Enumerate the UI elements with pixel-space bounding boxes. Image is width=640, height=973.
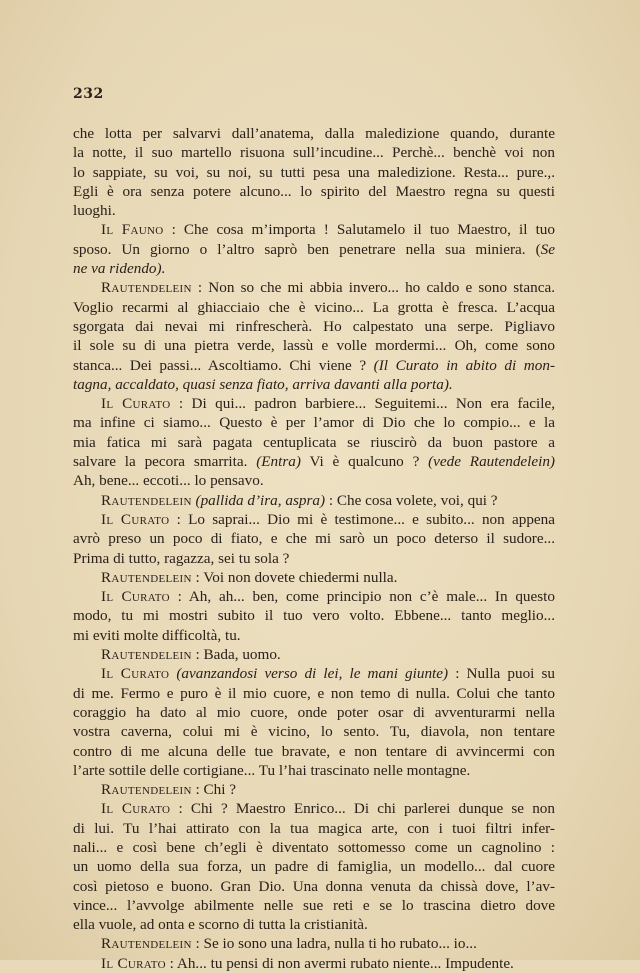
- text-segment: nali... e così bene ch’egli è diventato sottomesso come un cagnolino :: [73, 838, 555, 856]
- text-line: [73, 375, 555, 394]
- stage-direction: ne va ridendo).: [73, 260, 166, 278]
- text-segment: lo sappiate, su voi, su noi, su tutti pesa una maledizione. Resta... pure.,.: [73, 163, 555, 181]
- speaker-name: Rautendelein: [101, 935, 192, 953]
- speaker-name: Rautendelein: [101, 491, 192, 509]
- text-line: [73, 684, 555, 703]
- text-segment: coraggio ha dato al mio cuore, onde poter osar di avventurarmi nella: [73, 703, 555, 721]
- paragraph: [73, 394, 555, 490]
- speaker-name: Il Curato: [101, 395, 171, 413]
- text-segment: : Bada, uomo.: [191, 646, 281, 664]
- text-line: [73, 240, 555, 259]
- paragraph: [73, 664, 555, 780]
- text-segment: di lui. Tu l’hai attirato con la tua magica arte, con i tuoi filtri infer-: [73, 819, 555, 837]
- paragraph: [73, 510, 555, 568]
- text-segment: : Nulla puoi su: [448, 665, 556, 683]
- stage-direction: Se: [540, 240, 555, 258]
- text-line: [73, 780, 555, 799]
- stage-direction: (Il Curato in abito di mon-: [373, 356, 555, 374]
- text-line: [73, 413, 555, 432]
- paragraph: [73, 220, 555, 278]
- text-segment: : Lo saprai... Dio mi è testimone... e subito... non appena: [169, 510, 555, 528]
- text-segment: luoghi.: [73, 202, 116, 220]
- text-segment: di me. Fermo e puro è il mio cuore, e non temo di nulla. Colui che tanto: [73, 684, 555, 702]
- text-line: [73, 278, 555, 297]
- text-line: [73, 259, 555, 278]
- paragraph: [73, 780, 555, 799]
- paragraph: [73, 645, 555, 664]
- paragraph: [73, 278, 555, 394]
- text-segment: sposo. Un giorno o l’altro saprò ben penetrare nella sua miniera. (: [73, 240, 541, 258]
- text-line: [73, 394, 555, 413]
- text-line: [73, 317, 555, 336]
- speaker-name: Il Curato: [101, 510, 170, 528]
- speaker-name: Il Curato: [101, 588, 170, 606]
- speaker-name: Rautendelein: [101, 279, 192, 297]
- text-segment: contro di me alcuna delle tue bravate, e non tentare di avvincermi con: [73, 742, 555, 760]
- text-segment: sgorgata dai nevai mi rinfrescherà. Ho calpestato una serpe. Pigliavo: [73, 317, 555, 335]
- paragraph: [73, 934, 555, 953]
- text-line: [73, 336, 555, 355]
- text-line: [73, 529, 555, 548]
- body-text: [73, 124, 555, 973]
- text-segment: mi eviti molte difficoltà, tu.: [73, 626, 241, 644]
- text-segment: : Chi ? Maestro Enrico... Di chi parlerei dunque se non: [170, 800, 555, 818]
- text-segment: Ah, bene... eccoti... lo pensavo.: [73, 472, 264, 490]
- stage-direction: (pallida d’ira, aspra): [195, 491, 326, 509]
- stage-direction: tagna, accaldato, quasi senza fiato, arriva davanti alla porta).: [73, 375, 453, 393]
- text-line: [73, 722, 555, 741]
- text-segment: avrò preso un poco di fiato, e che mi sarò un poco deterso il sudore...: [73, 530, 555, 548]
- text-line: [73, 954, 555, 973]
- text-segment: mia fatica mi sarà pagata centuplicata se riuscirò da buon pastore a: [73, 433, 555, 451]
- text-segment: : Che cosa volete, voi, qui ?: [325, 491, 498, 509]
- text-segment: ella vuole, ad onta e scorno di tutta la cristianità.: [73, 916, 368, 934]
- text-segment: : Non so che mi abbia invero... ho caldo e sono stanca.: [191, 279, 555, 297]
- text-line: [73, 298, 555, 317]
- text-segment: Prima di tutto, ragazza, sei tu sola ?: [73, 549, 290, 567]
- text-line: [73, 201, 555, 220]
- text-segment: vince... l’avvolge abilmente nelle sue reti e se lo trascina dietro dove: [73, 896, 555, 914]
- text-segment: : Che cosa m’importa ! Salutamelo il tuo Maestro, il tuo: [163, 221, 555, 239]
- text-line: [73, 491, 555, 510]
- paragraph: [73, 954, 555, 973]
- text-segment: così pietoso e buono. Gran Dio. Una donna venuta da chissà dove, l’av-: [73, 877, 555, 895]
- page-number: 232: [73, 86, 104, 102]
- text-line: [73, 664, 555, 683]
- text-line: [73, 356, 555, 375]
- text-segment: : Ah... tu pensi di non avermi rubato niente... Impudente.: [165, 954, 514, 972]
- stage-direction: (vede Rautendelein): [428, 453, 555, 471]
- text-segment: : Se io sono una ladra, nulla ti ho rubato... io...: [191, 935, 477, 953]
- text-segment: vostra caverna, colui mi è vicino, lo sento. Tu, diavola, non tentare: [73, 723, 555, 741]
- stage-direction: (Entra): [256, 453, 301, 471]
- text-segment: modo, tu mi mostri subito il tuo vero volto. Ebbene... tanto meglio...: [73, 607, 555, 625]
- text-line: [73, 915, 555, 934]
- text-segment: ma infine ci siamo... Questo è per l’amor di Dio che lo compio... e la: [73, 414, 555, 432]
- speaker-name: Rautendelein: [101, 781, 192, 799]
- text-line: [73, 163, 555, 182]
- text-line: [73, 471, 555, 490]
- speaker-name: Il Fauno: [101, 221, 164, 239]
- text-line: [73, 606, 555, 625]
- text-segment: : Ah, ah... ben, come principio non c’è male... In questo: [169, 588, 555, 606]
- paragraph: [73, 568, 555, 587]
- text-segment: : Voi non dovete chiedermi nulla.: [191, 568, 398, 586]
- text-line: [73, 568, 555, 587]
- text-segment: l’arte sottile delle cortigiane... Tu l’hai trascinato nelle montagne.: [73, 761, 471, 779]
- speaker-name: Rautendelein: [101, 646, 192, 664]
- speaker-name: Il Curato: [101, 800, 171, 818]
- text-line: [73, 433, 555, 452]
- paragraph: [73, 491, 555, 510]
- text-line: [73, 549, 555, 568]
- paragraph: [73, 124, 555, 220]
- text-line: [73, 143, 555, 162]
- paragraph: [73, 587, 555, 645]
- speaker-name: Il Curato: [101, 665, 170, 683]
- text-segment: la notte, il suo martello risuona sull’incudine... Perchè... benchè voi non: [73, 144, 555, 162]
- text-line: [73, 452, 555, 471]
- text-line: [73, 819, 555, 838]
- text-segment: Voglio recarmi al ghiacciaio che è vicino... La grotta è fresca. L’acqua: [73, 298, 555, 316]
- text-segment: Egli è ora senza potere alcuno... lo spirito del Maestro regna su questi: [73, 182, 555, 200]
- text-line: [73, 703, 555, 722]
- paragraph: [73, 799, 555, 934]
- text-line: [73, 587, 555, 606]
- text-segment: : Chi ?: [191, 781, 237, 799]
- text-segment: stanca... Dei passi... Ascoltiamo. Chi viene ?: [73, 356, 374, 374]
- text-segment: che lotta per salvarvi dall’anatema, dalla maledizione quando, durante: [73, 125, 555, 142]
- text-line: [73, 857, 555, 876]
- speaker-name: Il Curato: [101, 954, 166, 972]
- speaker-name: Rautendelein: [101, 568, 192, 586]
- text-line: [73, 742, 555, 761]
- text-line: [73, 220, 555, 239]
- text-segment: il sole su di una pietra verde, lassù e volle mordermi... Oh, come sono: [73, 337, 555, 355]
- text-line: [73, 510, 555, 529]
- text-line: [73, 877, 555, 896]
- text-segment: un uomo della sua forza, un padre di famiglia, un modello... dal cuore: [73, 858, 555, 876]
- text-line: [73, 645, 555, 664]
- text-line: [73, 182, 555, 201]
- text-line: [73, 124, 555, 143]
- text-line: [73, 838, 555, 857]
- text-line: [73, 799, 555, 818]
- stage-direction: (avanzandosi verso di lei, le mani giunte): [176, 665, 449, 683]
- text-line: [73, 761, 555, 780]
- text-line: [73, 934, 555, 953]
- text-line: [73, 896, 555, 915]
- text-segment: : Di qui... padron barbiere... Seguitemi... Non era facile,: [170, 395, 555, 413]
- text-segment: Vi è qualcuno ?: [300, 453, 429, 471]
- text-segment: salvare la pecora smarrita.: [73, 453, 257, 471]
- text-line: [73, 626, 555, 645]
